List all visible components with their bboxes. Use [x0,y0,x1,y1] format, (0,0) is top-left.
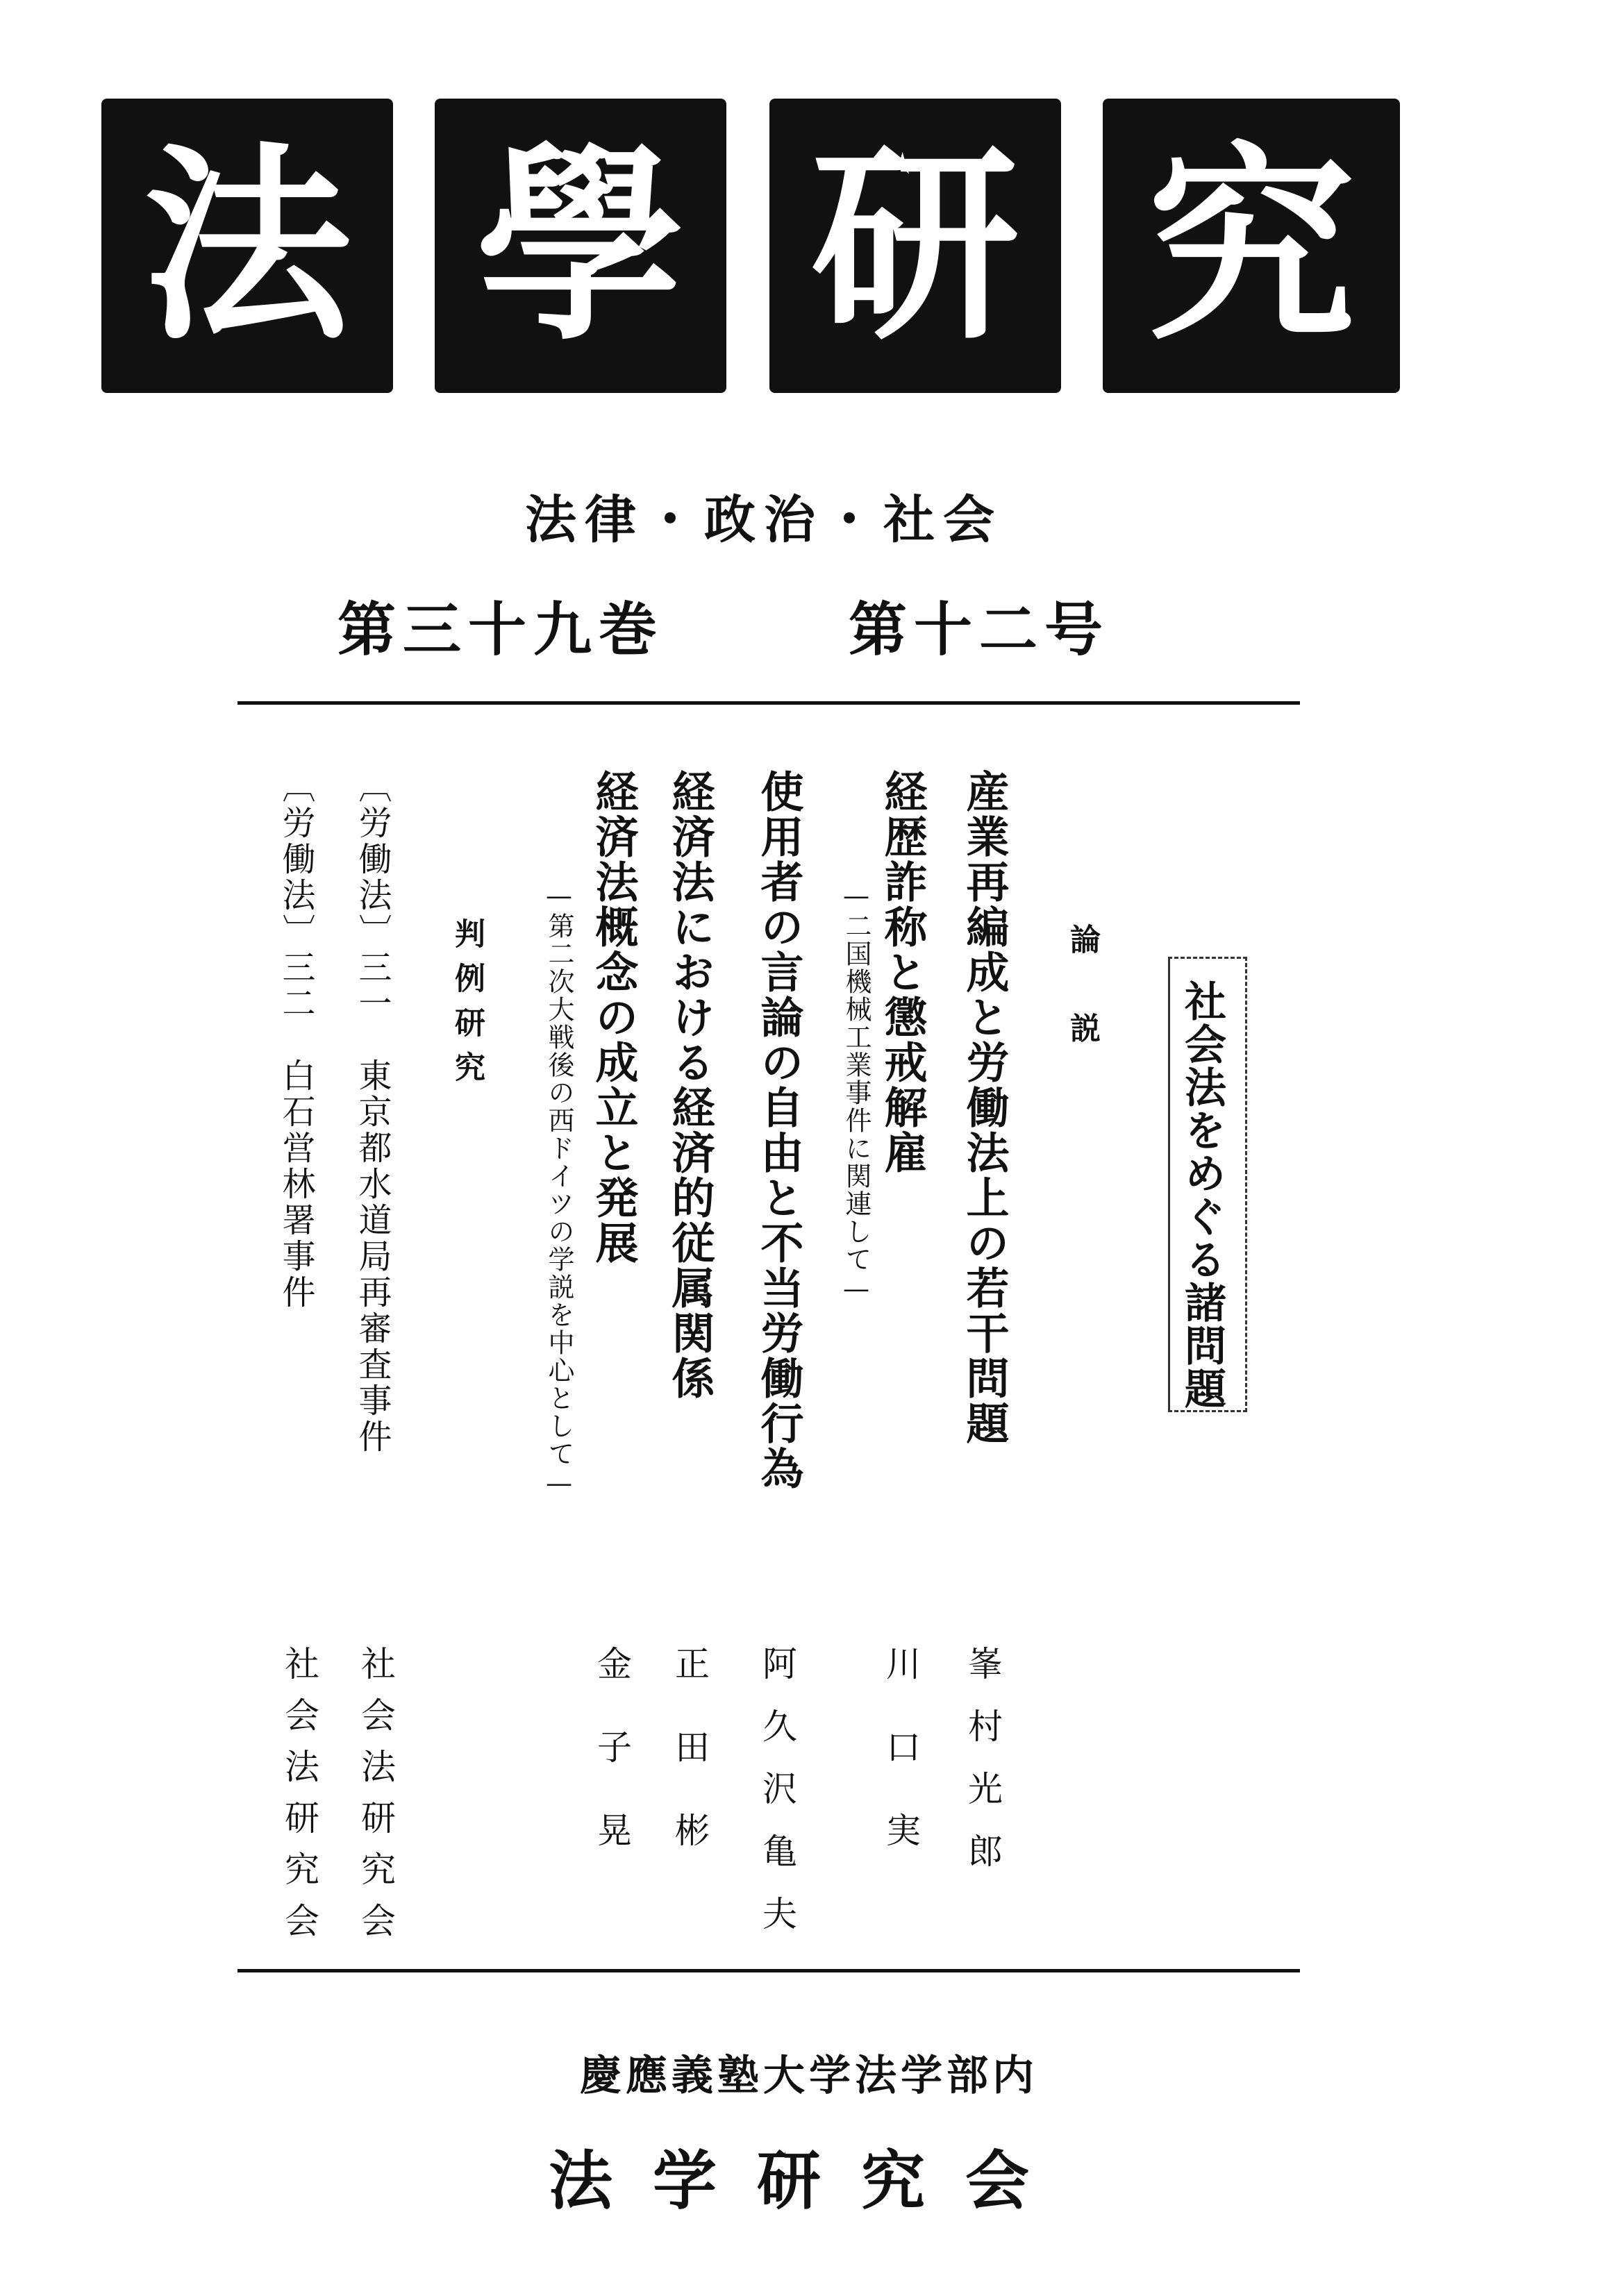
volume-number: 第三十九巻 [337,596,665,664]
article-title: 経済法における経済的従属関係 [665,769,715,1401]
article-subtitle: —二国機械工業事件に関連して— [841,880,871,1305]
feature-title: 社会法をめぐる諸問題 [1178,980,1226,1410]
title-block-1 [101,99,393,393]
article-title: 使用者の言論の自由と不当労働行為 [753,769,804,1491]
article-subtitle: —第二次大戦後の西ドイツの学説を中心として— [544,880,574,1500]
bottom-divider [237,1969,1300,1972]
title-block-4 [1103,99,1400,393]
author: 社会法研究会 [279,1645,319,1954]
title-char: 法 [143,123,351,368]
journal-subtitle: 法律・政治・社会 [525,490,1003,550]
title-char: 研 [811,123,1019,368]
case-title: 〔労働法〕三二 白石営林署事件 [276,769,315,1311]
section-hanrei: 判例研究 [449,918,485,1096]
author: 阿久沢亀夫 [757,1645,797,1958]
article-title: 産業再編成と労働法上の若干問題 [959,769,1010,1446]
top-divider [237,701,1300,705]
publisher-address: 慶應義塾大学法学部内 [580,2052,1038,2100]
section-ronsetsu: 論 説 [1065,923,1100,1057]
author: 金子晃 [592,1645,632,1895]
article-title: 経済法概念の成立と発展 [588,769,639,1266]
issue-number: 第十二号 [849,596,1110,664]
author: 川口実 [881,1645,921,1895]
author: 峯村光郎 [962,1645,1003,1895]
article-title: 経歴詐称と懲戒解雇 [877,769,928,1175]
title-char: 學 [476,123,685,368]
title-char: 究 [1147,123,1356,368]
author: 正田彬 [669,1645,710,1895]
case-title: 〔労働法〕三一 東京都水道局再審査事件 [353,769,392,1455]
title-block-2 [435,99,726,393]
feature-title-box [1168,957,1247,1412]
author: 社会法研究会 [356,1645,396,1954]
publisher-name: 法学研究会 [548,2143,1069,2218]
title-block-3 [769,99,1061,393]
